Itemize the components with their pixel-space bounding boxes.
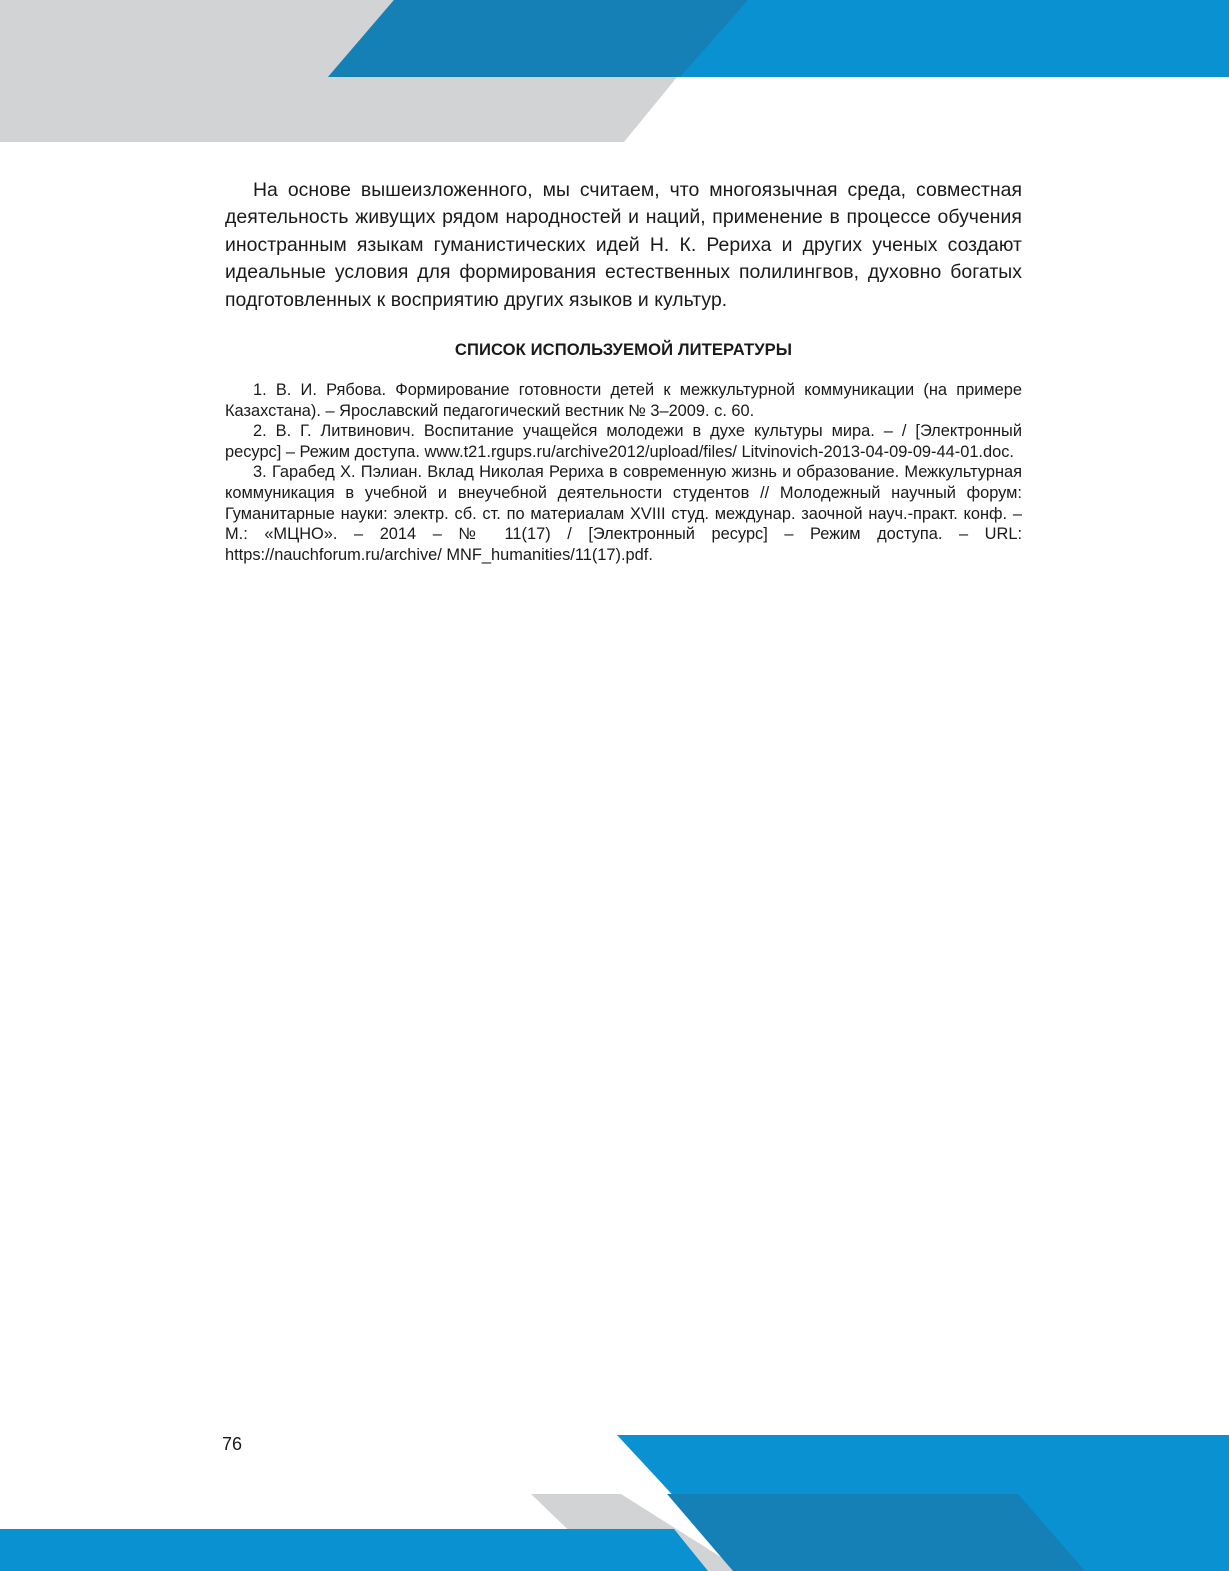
- footer-decoration: [0, 1430, 1229, 1571]
- references-heading: СПИСОК ИСПОЛЬЗУЕМОЙ ЛИТЕРАТУРЫ: [454, 340, 793, 360]
- header-blue-band: [328, 0, 1229, 77]
- footer-blue-band: [617, 1435, 1229, 1571]
- footer-bottom-blue-strip: [0, 1529, 708, 1571]
- reference-item-3: 3. Гарабед Х. Пэлиан. Вклад Николая Рериха в современную жизнь и образование. Межкультурная коммуникация в учебной и внеучебной деятельности студентов // Молодежный научный форум: Гуманитарные науки: электр. сб. ст. по материалам XVIII студ. междунар. заочной науч.-практ. конф. – М.: «МЦНО». – 2014 – № 11(17) / [Электронный ресурс] – Режим доступа. – URL: https://nauchforum.ru/archive/ MNF_humanities/11(17).pdf.: [225, 463, 1022, 564]
- page-number: 76: [222, 1434, 243, 1454]
- header-dark-blue-band: [328, 0, 748, 77]
- header-gray-band: [0, 0, 740, 142]
- body-paragraph: На основе вышеизложенного, мы считаем, что многоязычная среда, совместная деятельность живущих рядом народностей и наций, применение в процессе обучения иностранным языкам гуманистических идей Н. К. Рериха и других ученых создают идеальные условия для формирования естественных полилингвов, духовно богатых подготовленных к восприятию других языков и культур.: [225, 179, 1022, 311]
- footer-dark-blue-band: [667, 1494, 1085, 1571]
- header-decoration: [0, 0, 1229, 142]
- reference-item-2: 2. В. Г. Литвинович. Воспитание учащейся молодежи в духе культуры мира. – / [Электронный ресурс] – Режим доступа. www.t21.rgups.ru/archive2012/upload/files/ Litvinovich-2013-04-09-09-44-01.doc.: [225, 422, 1022, 461]
- page-content: [225, 177, 1022, 565]
- reference-item-1: 1. В. И. Рябова. Формирование готовности детей к межкультурной коммуникации (на примере Казахстана). – Ярославский педагогический вестник № 3–2009. с. 60.: [225, 381, 1022, 420]
- references-list: [225, 380, 1022, 565]
- footer-gray-band: [531, 1494, 743, 1571]
